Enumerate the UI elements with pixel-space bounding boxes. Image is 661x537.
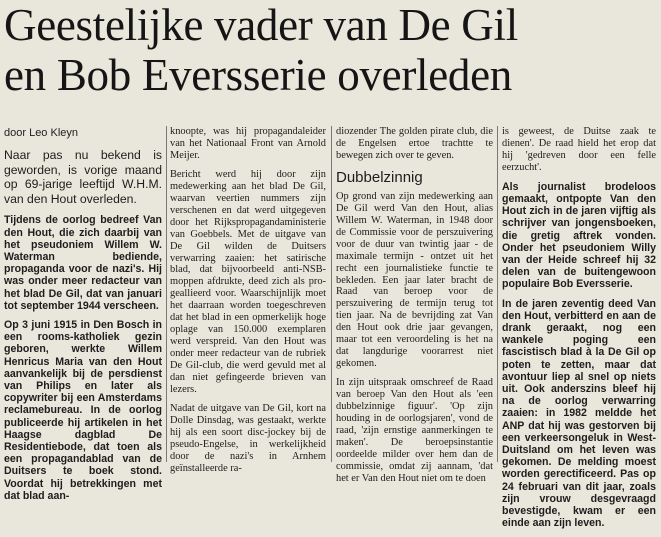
column-3 xyxy=(336,126,493,492)
paragraph: Als journalist brodeloos gemaakt, ontpopte Van den Hout zich in de jaren vijftig als schrijver van jongensboeken, die gretig aftrek vonden. Onder het pseudoniem Willy van der Heide schreef hij 32 delen van de buitengewoon populaire Bob Eversserie. xyxy=(502,180,656,291)
paragraph: In de jaren zeventig deed Van den Hout, verbitterd en aan de drank geraakt, nog een wankele poging een fascistisch blad à la De Gil op poten te zetten, maar dat avontuur liep al snel op niets uit. Ook anderszins bleef hij na de oorlog verwarring zaaien: in 1982 meldde het ANP dat hij was gestorven bij een verkeersongeluk in West-Duitsland om het leven was gekomen. De melding moest worden gerectificeerd. Pas op 24 februari van dit jaar, zoals zijn vrouw desgevraagd bevestigde, kwam er een einde aan zijn leven. xyxy=(502,297,656,530)
subheading: Dubbelzinnig xyxy=(336,168,423,186)
headline xyxy=(4,0,659,100)
paragraph: is geweest, de Duitse zaak te dienen'. De raad hield het erop dat hij 'gedreven door een felle eerzucht'. xyxy=(502,126,656,173)
column-4 xyxy=(502,126,656,537)
paragraph: Op grond van zijn medewerking aan De Gil werd Van den Hout, alias Willem W. Waterman, in 1948 door de Commissie voor de perszuivering voor de duur van twintig jaar - de maximale termijn - ontzet uit het recht een journalistieke functie te bekleden. Een jaar later bracht de Raad van beroep voor de perszuivering de termijn terug tot tien jaar. Na de bevrijding zat Van den Hout ook drie jaar gevangen, maar tot een veroordeling is het na dat langdurige voorarrest niet gekomen. xyxy=(336,190,493,370)
paragraph: Bericht werd hij door zijn medewerking aan het blad De Gil, waarvan veertien nummers zijn verschenen en dat werd uitgegeven door het Rijkspropagandaministerie van Goebbels. Met de uitgave van De Gil wilden de Duitsers verwarring zaaien: het satirische blad, dat bijvoorbeeld anti-NSB-moppen afdrukte, deed zich als pro-geallieerd voor. Waarschijnlijk moet het daarraan worden toegeschreven dat het blad in een opmerkelijk hoge oplage van 150.000 exemplaren werd verspreid. Van den Hout was onder meer redacteur van de rubriek De Gil-club, die werd gevuld met al dan niet gefingeerde brieven van lezers. xyxy=(170,168,326,396)
byline: door Leo Kleyn xyxy=(4,127,78,139)
headline-line-1: Geestelijke vader van De Gil xyxy=(4,0,518,50)
column-divider xyxy=(497,126,498,462)
column-1 xyxy=(4,148,162,509)
column-divider xyxy=(331,126,332,462)
column-divider xyxy=(166,126,167,462)
paragraph: diozender The golden pirate club, die de Engelsen ertoe trachtte te bewegen zich over te geven. xyxy=(336,126,493,161)
headline-line-2: en Bob Eversserie overleden xyxy=(4,50,512,100)
paragraph: Tijdens de oorlog bedreef Van den Hout, die zich daarbij van het pseudoniem Willem W. Waterman bediende, propaganda voor de nazi's. Hij was onder meer redacteur van het blad De Gil, dat van januari tot september 1944 verscheen. xyxy=(4,214,162,312)
column-2 xyxy=(170,126,326,482)
paragraph: knoopte, was hij propagandaleider van het Nationaal Front van Arnold Meijer. xyxy=(170,126,326,161)
lead-paragraph: Naar pas nu bekend is geworden, is vorige maand op 69-jarige leeftijd W.H.M. van den Hout overleden. xyxy=(4,148,162,206)
paragraph: Op 3 juni 1915 in Den Bosch in een rooms-katholiek gezin geboren, werkte Willem Henricus Maria van den Hout aanvankelijk bij de persdienst van Philips en later als copywriter bij een Amsterdams reclamebureau. In de oorlog publiceerde hij artikelen in het Haagse dagblad De Residentiebode, dat toen als een propagandablad van de Duitsers te boek stond. Voordat hij betrekkingen met dat blad aan- xyxy=(4,319,162,502)
paragraph: In zijn uitspraak omschreef de Raad van beroep Van den Hout als 'een dubbelzinnige figuur'. 'Op zijn houding in de oorlogsjaren', vond de raad, 'zijn ernstige aanmerkingen te maken'. De beroepsinstantie oordeelde milder over hem dan de commissie, omdat zij aannam, 'dat het er Van den Hout niet om te doen xyxy=(336,377,493,484)
paragraph: Nadat de uitgave van De Gil, kort na Dolle Dinsdag, was gestaakt, werkte hij als een soort disc-jockey bij de pseudo-Engelse, in werkelijkheid door de nazi's in Arnhem geïnstalleerde ra- xyxy=(170,402,326,474)
